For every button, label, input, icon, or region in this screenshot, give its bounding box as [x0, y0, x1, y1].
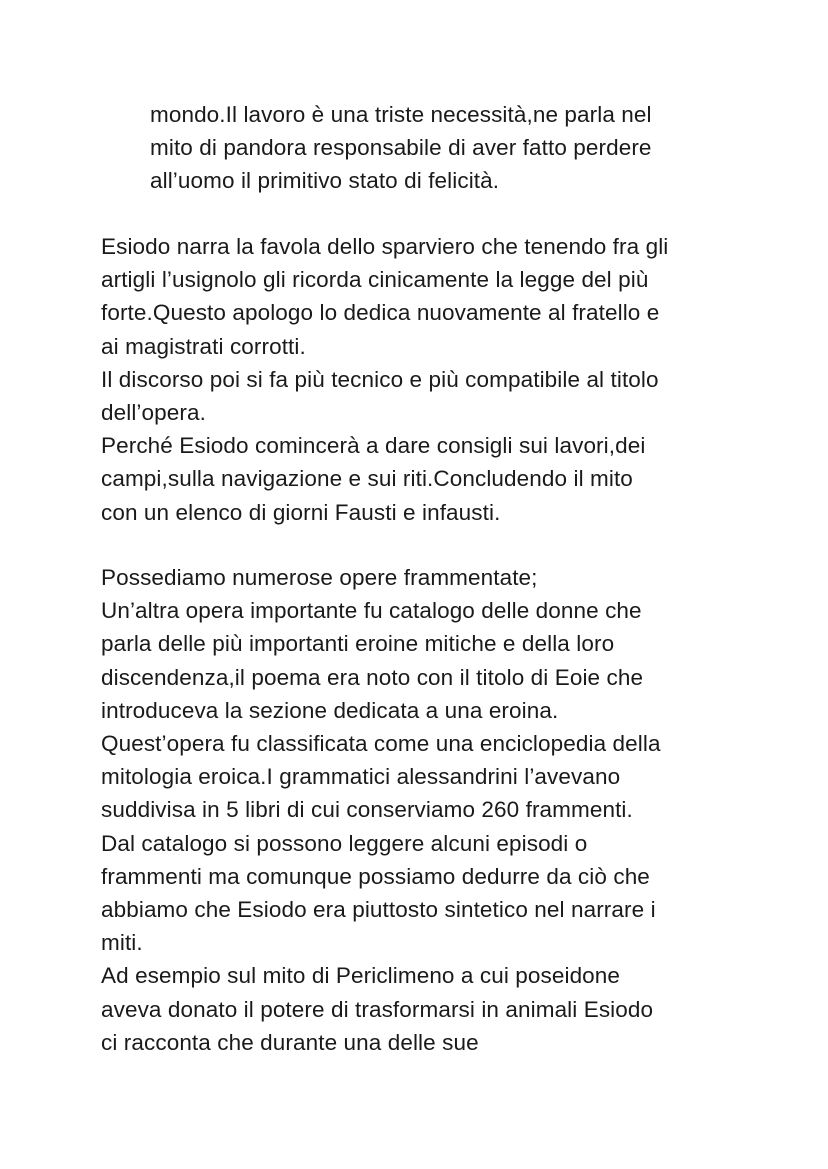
text-line: campi,sulla navigazione e sui riti.Concludendo il mito	[101, 466, 633, 492]
text-line: forte.Questo apologo lo dedica nuovamente al fratello e	[101, 300, 660, 326]
text-line: parla delle più importanti eroine mitiche e della loro	[101, 631, 615, 657]
text-line: Perché Esiodo comincerà a dare consigli sui lavori,dei	[101, 433, 646, 459]
text-line: suddivisa in 5 libri di cui conserviamo 260 frammenti.	[101, 797, 633, 823]
text-line: Dal catalogo si possono leggere alcuni episodi o	[101, 830, 588, 856]
text-line: mondo.Il lavoro è una triste necessità,ne parla nel	[150, 102, 652, 127]
text-line: aveva donato il potere di trasformarsi in animali Esiodo	[101, 996, 654, 1022]
text-line: ai magistrati corrotti.	[101, 333, 306, 359]
text-line: Esiodo narra la favola dello sparviero che tenendo fra gli	[101, 234, 669, 259]
text-line: Possediamo numerose opere frammentate;	[101, 565, 538, 590]
text-line: discendenza,il poema era noto con il titolo di Eoie che	[101, 664, 644, 690]
text-line: mito di pandora responsabile di aver fatto perdere	[150, 135, 652, 161]
text-line: ci racconta che durante una delle sue	[101, 1029, 479, 1055]
paragraph-sparviero	[101, 230, 668, 529]
text-line: dell’opera.	[101, 400, 206, 426]
indented-text-block	[150, 98, 652, 198]
text-line: frammenti ma comunque possiamo dedurre da ciò che	[101, 863, 650, 889]
paragraph-opere-frammentate	[101, 561, 661, 1059]
text-line: Un’altra opera importante fu catalogo delle donne che	[101, 598, 642, 624]
text-line: introduceva la sezione dedicata a una eroina.	[101, 697, 559, 723]
text-line: con un elenco di giorni Fausti e infausti.	[101, 499, 501, 525]
text-line: Il discorso poi si fa più tecnico e più compatibile al titolo	[101, 366, 659, 392]
text-line: all’uomo il primitivo stato di felicità.	[150, 168, 500, 194]
text-line: miti.	[101, 930, 143, 956]
text-line: Quest’opera fu classificata come una enciclopedia della	[101, 731, 661, 757]
text-line: artigli l’usignolo gli ricorda cinicamente la legge del più	[101, 267, 649, 293]
text-line: mitologia eroica.I grammatici alessandrini l’avevano	[101, 764, 621, 790]
text-line: Ad esempio sul mito di Periclimeno a cui poseidone	[101, 963, 621, 989]
text-line: abbiamo che Esiodo era piuttosto sintetico nel narrare i	[101, 897, 656, 923]
